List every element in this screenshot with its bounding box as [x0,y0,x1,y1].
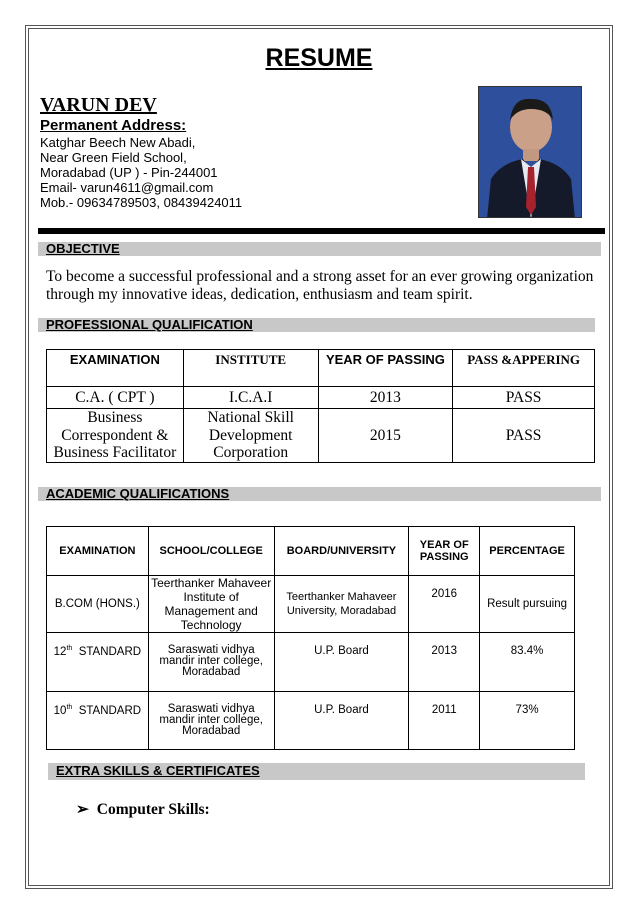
table-cell: U.P. Board [274,692,409,750]
table-cell: 2013 [318,387,453,409]
skills-label: Computer Skills: [96,801,210,818]
table-cell: 73% [480,692,575,750]
table-row [47,409,595,463]
section-title: ACADEMIC QUALIFICATIONS [46,486,230,501]
address-line: Near Green Field School, [40,150,187,165]
table-cell: PASS [453,409,595,463]
column-header: BOARD/UNIVERSITY [274,527,409,576]
table-cell: 2013 [409,633,480,692]
table-cell: 2016 [409,576,480,633]
column-header: YEAR OF PASSING [409,527,480,576]
column-header: EXAMINATION [47,350,184,387]
ordinal-suffix: th [66,704,73,711]
skills-item [76,800,210,819]
table-cell: Teerthanker Mahaveer Institute of Management and Technology [148,576,274,633]
table-cell: National Skill Development Corporation [183,409,318,463]
email-line: Email- varun4611@gmail.com [40,180,214,195]
section-title: OBJECTIVE [46,241,120,256]
academic-qualification-table [46,526,575,750]
standard-label: STANDARD [78,645,142,658]
standard-number: 10 [53,704,67,717]
table-cell: 2011 [409,692,480,750]
table-cell: I.C.A.I [183,387,318,409]
address-line: Katghar Beech New Abadi, [40,135,196,150]
ordinal-suffix: th [66,645,73,652]
header-divider [38,228,605,234]
column-header: SCHOOL/COLLEGE [148,527,274,576]
section-objective [38,242,601,256]
standard-label: STANDARD [78,704,142,717]
table-cell: C.A. ( CPT ) [47,387,184,409]
resume-title: RESUME [265,44,373,72]
table-row [47,633,575,692]
table-cell: 2015 [318,409,453,463]
section-extra-skills [48,763,585,780]
table-cell: B.COM (HONS.) [47,576,149,633]
profile-photo [478,86,582,218]
table-row [47,692,575,750]
column-header: EXAMINATION [47,527,149,576]
table-cell [47,633,149,692]
address-heading: Permanent Address: [40,117,187,134]
table-row [47,387,595,409]
column-header: PERCENTAGE [480,527,575,576]
section-academic [38,487,601,501]
arrow-bullet-icon: ➢ [76,801,89,818]
table-row [47,576,575,633]
table-cell [47,692,149,750]
table-cell: PASS [453,387,595,409]
phone-line: Mob.- 09634789503, 08439424011 [40,195,243,210]
column-header: INSTITUTE [183,350,318,387]
table-cell: Saraswati vidhya mandir inter college, Moradabad [148,633,274,692]
table-cell: Result pursuing [480,576,575,633]
table-cell: Saraswati vidhya mandir inter college, Moradabad [148,692,274,750]
table-cell: Business Correspondent & Business Facilitator [47,409,184,463]
objective-text: To become a successful professional and a strong asset for an ever growing organization through my innovative ideas, dedication, enthusiasm and team spirit. [46,268,594,303]
table-cell: 83.4% [480,633,575,692]
section-title: PROFESSIONAL QUALIFICATION [46,317,253,332]
column-header: PASS &APPERING [453,350,595,387]
table-cell: U.P. Board [274,633,409,692]
standard-number: 12 [53,645,67,658]
column-header: YEAR OF PASSING [318,350,453,387]
table-cell: Teerthanker Mahaveer University, Moradabad [274,576,409,633]
address-line: Moradabad (UP ) - Pin-244001 [40,165,218,180]
professional-qualification-table [46,349,595,463]
section-title: EXTRA SKILLS & CERTIFICATES [56,763,260,778]
section-professional [38,318,595,332]
candidate-name: VARUN DEV [40,94,157,116]
